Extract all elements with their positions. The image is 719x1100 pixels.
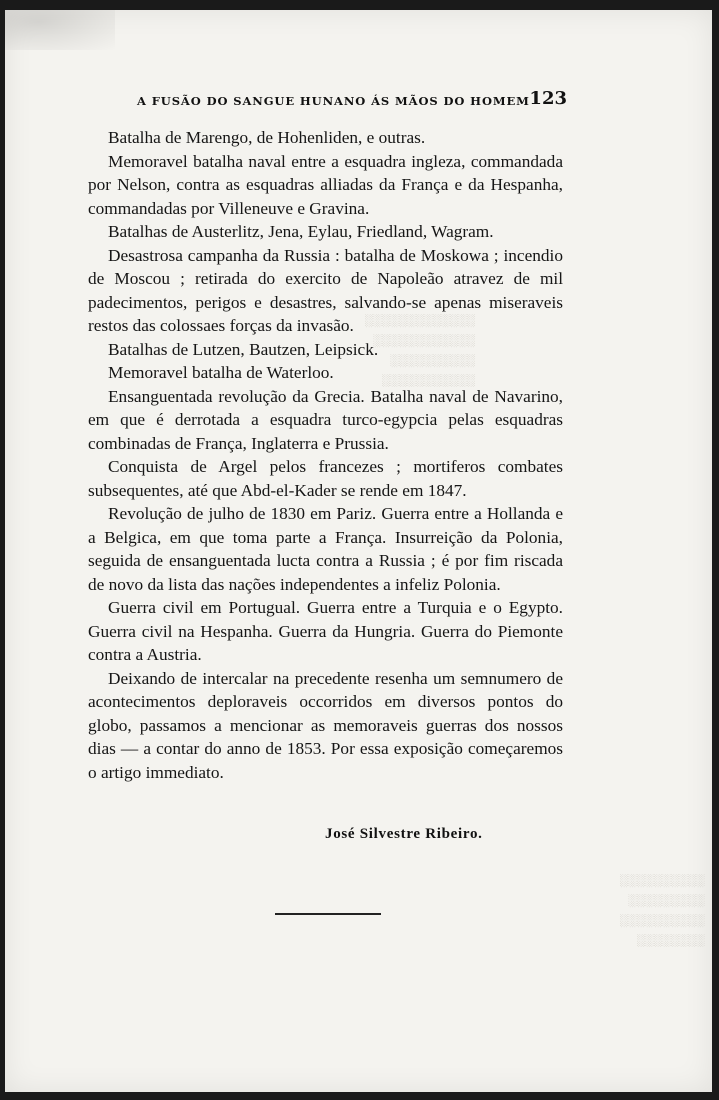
show-through-bleed: ░░░░░░░░░░░░░ ░░░░░░░░░░░░ ░░░░░░░░░░ ░░░░░░░░░░░: [365, 313, 476, 387]
paragraph: Memoravel batalha naval entre a esquadra ingleza, commandada por Nelson, contra as esquadras alliadas da França e da Hespanha, commandadas por Villeneuve e Gravina.: [88, 151, 563, 218]
book-page: [5, 10, 712, 1092]
running-title: A FUSÃO DO SANGUE HUNANO ÁS MÃOS DO HOMEM: [137, 94, 530, 108]
paragraph: Conquista de Argel pelos francezes ; mortiferos combates subsequentes, até que Abd-el-Kader se rende em 1847.: [88, 457, 563, 500]
paragraph: Ensanguentada revolução da Grecia. Batalha naval de Navarino, em que é derrotada a esquadra turco-egypcia pelas esquadras combinadas de França, Inglaterra e Prussia.: [88, 386, 563, 453]
paragraph: Batalha de Marengo, de Hohenliden, e outras.: [108, 128, 426, 147]
paragraph: Revolução de julho de 1830 em Pariz. Guerra entre a Hollanda e a Belgica, em que toma parte a França. Insurreição da Polonia, seguida de ensanguentada lucta contra a Russia ; é por fim riscada de novo da lista das nações independentes a infeliz Polonia.: [88, 504, 563, 594]
page-stain: [5, 10, 115, 50]
paragraph: Batalhas de Lutzen, Bautzen, Leipsick.: [108, 339, 379, 359]
running-head: [137, 88, 577, 112]
paragraph: Guerra civil em Portugual. Guerra entre a Turquia e o Egypto. Guerra civil na Hespanha. Guerra da Hungria. Guerra do Piemonte contra a Austria.: [88, 598, 563, 664]
show-through-bleed-lower: ░░░░░░░░░░ ░░░░░░░░░ ░░░░░░░░░░ ░░░░░░░░: [619, 873, 705, 947]
paragraph: Deixando de intercalar na precedente resenha um semnumero de acontecimentos deploraveis occorridos em diversos pontos do globo, passamos a mencionar as memoraveis guerras dos nossos dias — a contar do anno de 1853. Por essa exposição começaremos o artigo immediato.: [88, 668, 563, 782]
paragraph: Batalhas de Austerlitz, Jena, Eylau, Friedland, Wagram.: [108, 222, 494, 241]
body-text: [88, 126, 563, 784]
page-number: 123: [529, 88, 567, 109]
paragraph: Desastrosa campanha da Russia : batalha de Moskowa ; incendio de Moscou ; retirada do exercito de Napoleão atravez de mil padecimentos, perigos e desastres, salvando-se apenas miseraveis restos das colossaes forças da invasão.: [88, 245, 563, 335]
paragraph: Memoravel batalha de Waterloo.: [108, 363, 334, 382]
section-rule: [275, 913, 381, 915]
author-signature: José Silvestre Ribeiro.: [325, 826, 483, 842]
